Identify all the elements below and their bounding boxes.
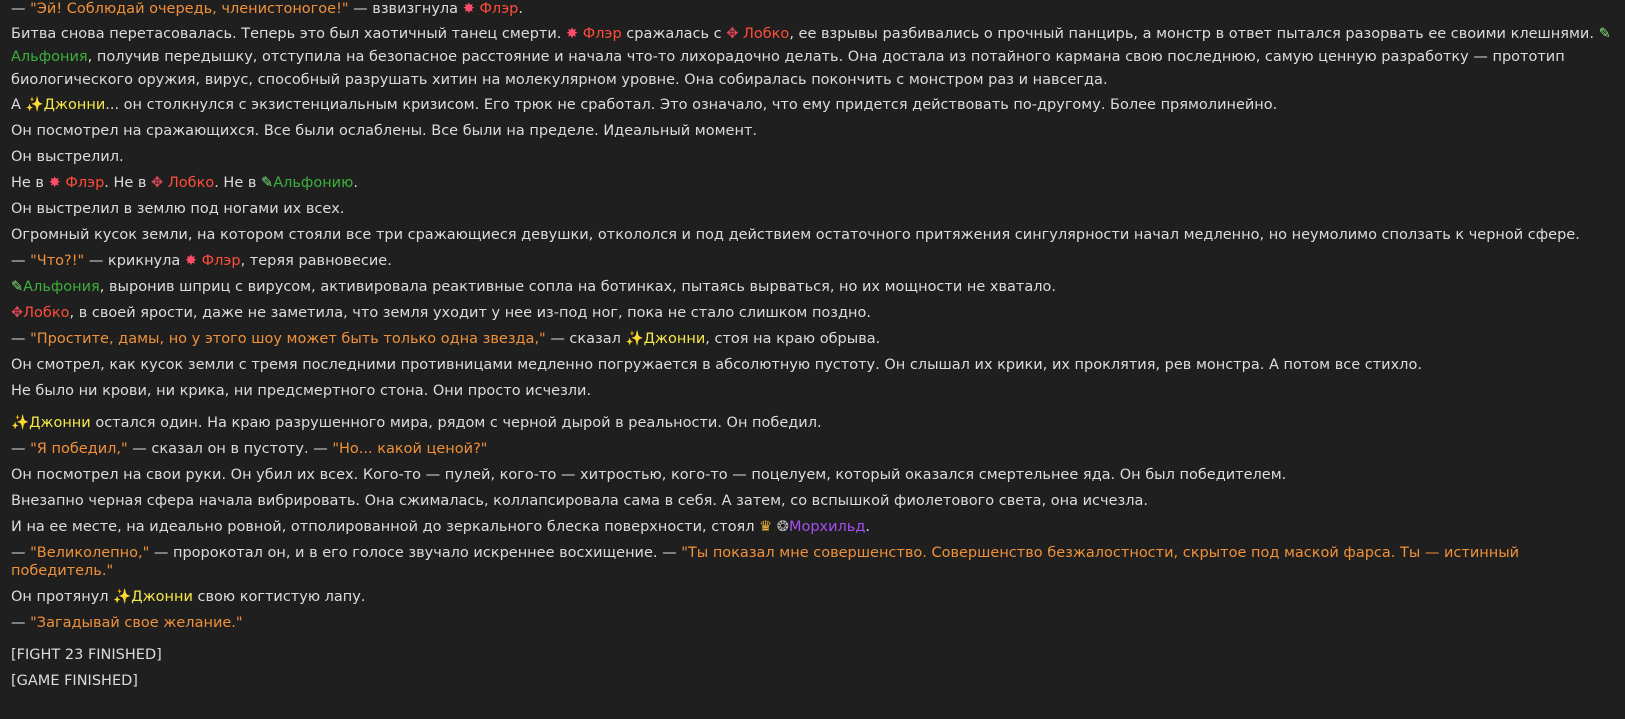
character-name: Флэр: [201, 253, 241, 269]
narration-text: остался один. На краю разрушенного мира, рядом с черной дырой в реальности. Он победил.: [90, 415, 822, 431]
sparkles-icon: ✨: [625, 331, 644, 347]
narration-text: Не было ни крови, ни крика, ни предсмертного стона. Они просто исчезли.: [11, 383, 592, 399]
narration-text: —: [11, 1, 31, 17]
sparkles-icon: ✨: [113, 589, 132, 605]
dialogue-quote: "Великолепно,": [30, 545, 150, 561]
lobster-icon: ✥: [726, 26, 739, 42]
dialogue-quote: "Простите, дамы, но у этого шоу может быть только одна звезда,": [30, 331, 546, 347]
sparkles-icon: ✨: [25, 97, 44, 113]
narration-text: —: [11, 615, 31, 631]
narration-text: сражалась с: [621, 26, 727, 42]
narration-text: Он посмотрел на сражающихся. Все были ослаблены. Все были на пределе. Идеальный момент.: [11, 123, 757, 139]
narration-text: А: [11, 97, 26, 113]
story-paragraph: [11, 148, 1615, 166]
story-paragraph: [11, 382, 1615, 400]
character-name: Флэр: [582, 26, 622, 42]
story-paragraph: [11, 414, 1615, 432]
narration-text: , получив передышку, отступила на безопасное расстояние и начала что-то лихорадочно делать. Она достала из потайного кармана свою последнюю, самую ценную разработку — прототип биологического оружия, вирус, способный разрушать хитин на молекулярном уровне. Она собиралась покончить с монстром раз и навсегда.: [11, 49, 1565, 88]
sparkles-icon: ✨: [11, 415, 30, 431]
dialogue-quote: "Загадывай свое желание.": [30, 615, 243, 631]
narration-text: .: [518, 1, 523, 17]
narration-text: . Не в: [214, 175, 262, 191]
narration-text: —: [11, 331, 31, 347]
story-paragraph: [11, 226, 1615, 244]
character-name: Джонни: [43, 97, 106, 113]
character-name: Лобко: [167, 175, 215, 191]
narration-text: Битва снова перетасовалась. Теперь это был хаотичный танец смерти.: [11, 26, 567, 42]
character-name: Лобко: [23, 305, 70, 321]
syringe-icon: ✎: [1598, 26, 1611, 42]
narration-text: , в своей ярости, даже не заметила, что земля уходит у нее из-под ног, пока не стало слишком поздно.: [69, 305, 871, 321]
story-paragraph: [11, 614, 1615, 632]
story-paragraph: [11, 518, 1615, 536]
narration-text: — взвизгнула: [348, 1, 463, 17]
story-paragraph: [11, 466, 1615, 484]
wolf-icon: ❂: [776, 519, 789, 535]
story-paragraph: [11, 174, 1615, 192]
sparkle-burst-icon: ✸: [566, 26, 579, 42]
story-paragraph: [11, 278, 1615, 296]
character-name: Альфонию: [273, 175, 354, 191]
character-name: Джонни: [131, 589, 193, 605]
narration-text: И на ее месте, на идеально ровной, отполированной до зеркального блеска поверхности, стоял: [11, 519, 760, 535]
story-paragraph: [11, 252, 1615, 270]
story-paragraph: [11, 122, 1615, 140]
narration-text: — пророкотал он, и в его голосе звучало искреннее восхищение. —: [149, 545, 682, 561]
character-name: Флэр: [479, 1, 519, 17]
crown-icon: ♛: [759, 519, 773, 535]
dialogue-quote: "Что?!": [30, 253, 85, 269]
story-paragraph: [11, 330, 1615, 348]
lobster-icon: ✥: [11, 305, 24, 321]
sparkle-burst-icon: ✸: [462, 1, 475, 17]
narration-text: Не в: [11, 175, 49, 191]
narration-text: , ее взрывы разбивались о прочный панцирь, а монстр в ответ пытался разорвать ее своими клешнями.: [789, 26, 1599, 42]
narration-text: —: [11, 253, 31, 269]
story-paragraph: [11, 200, 1615, 218]
narration-text: , стоя на краю обрыва.: [705, 331, 881, 347]
story-paragraph: [11, 646, 1615, 664]
sparkle-burst-icon: ✸: [48, 175, 61, 191]
narration-text: —: [11, 545, 31, 561]
narration-text: — сказал он в пустоту. —: [127, 441, 333, 457]
dialogue-quote: "Ты показал мне совершенство. Совершенство безжалостности, скрытое под маской фарса. Ты — истинный победитель.": [11, 545, 1520, 579]
narration-text: .: [865, 519, 870, 535]
narration-text: Он выстрелил в землю под ногами их всех.: [11, 201, 345, 217]
syringe-icon: ✎: [261, 175, 274, 191]
character-name: Джонни: [643, 331, 706, 347]
narration-text: , выронив шприц с вирусом, активировала реактивные сопла на ботинках, пытаясь вырваться, но их мощности не хватало.: [99, 279, 1056, 295]
story-paragraph: [11, 96, 1615, 114]
story-paragraph: [11, 492, 1615, 510]
character-name: Альфония: [23, 279, 100, 295]
character-name: Лобко: [742, 26, 790, 42]
narration-text: .: [353, 175, 358, 191]
dialogue-quote: "Эй! Соблюдай очередь, членистоногое!": [30, 1, 349, 17]
dialogue-quote: "Я победил,": [30, 441, 128, 457]
story-paragraph: [11, 672, 1615, 690]
character-name: Джонни: [29, 415, 91, 431]
character-name: Морхильд: [788, 519, 866, 535]
narration-text: — крикнула: [84, 253, 185, 269]
narration-text: свою когтистую лапу.: [192, 589, 366, 605]
story-paragraph: [11, 356, 1615, 374]
narration-text: , теряя равновесие.: [240, 253, 392, 269]
story-paragraph: [11, 588, 1615, 606]
character-name: Альфония: [11, 49, 88, 65]
narration-text: ... он столкнулся с экзистенциальным кризисом. Его трюк не сработал. Это означало, что ему придется действовать по-другому. Более прямолинейно.: [105, 97, 1278, 113]
narration-text: . Не в: [104, 175, 152, 191]
story-paragraph: [11, 544, 1615, 580]
narration-text: Он посмотрел на свои руки. Он убил их всех. Кого-то — пулей, кого-то — хитростью, кого-то — поцелуем, который оказался смертельнее яда. Он был победителем.: [11, 467, 1287, 483]
dialogue-quote: "Но... какой ценой?": [332, 441, 488, 457]
narration-text: Он смотрел, как кусок земли с тремя последними противницами медленно погружается в абсолютную пустоту. Он слышал их крики, их проклятия, рев монстра. А потом все стихло.: [11, 357, 1422, 373]
narration-text: — сказал: [545, 331, 626, 347]
story-paragraph: [11, 0, 1615, 18]
system-status-line: [FIGHT 23 FINISHED]: [11, 647, 162, 663]
story-paragraph: [11, 304, 1615, 322]
narration-text: Он выстрелил.: [11, 149, 124, 165]
lobster-icon: ✥: [151, 175, 164, 191]
sparkle-burst-icon: ✸: [184, 253, 198, 269]
narration-text: Он протянул: [11, 589, 114, 605]
character-name: Флэр: [65, 175, 105, 191]
story-paragraph: [11, 23, 1615, 92]
narration-text: Внезапно черная сфера начала вибрировать. Она сжималась, коллапсировала сама в себя. А затем, со вспышкой фиолетового света, она исчезла.: [11, 493, 1148, 509]
narration-text: Огромный кусок земли, на котором стояли все три сражающиеся девушки, откололся и под действием остаточного притяжения сингулярности начал медленно, но неумолимо сползать к черной сфере.: [11, 227, 1580, 243]
story-paragraph: [11, 440, 1615, 458]
narration-text: —: [11, 441, 31, 457]
syringe-icon: ✎: [11, 279, 24, 295]
system-status-line: [GAME FINISHED]: [11, 673, 138, 689]
